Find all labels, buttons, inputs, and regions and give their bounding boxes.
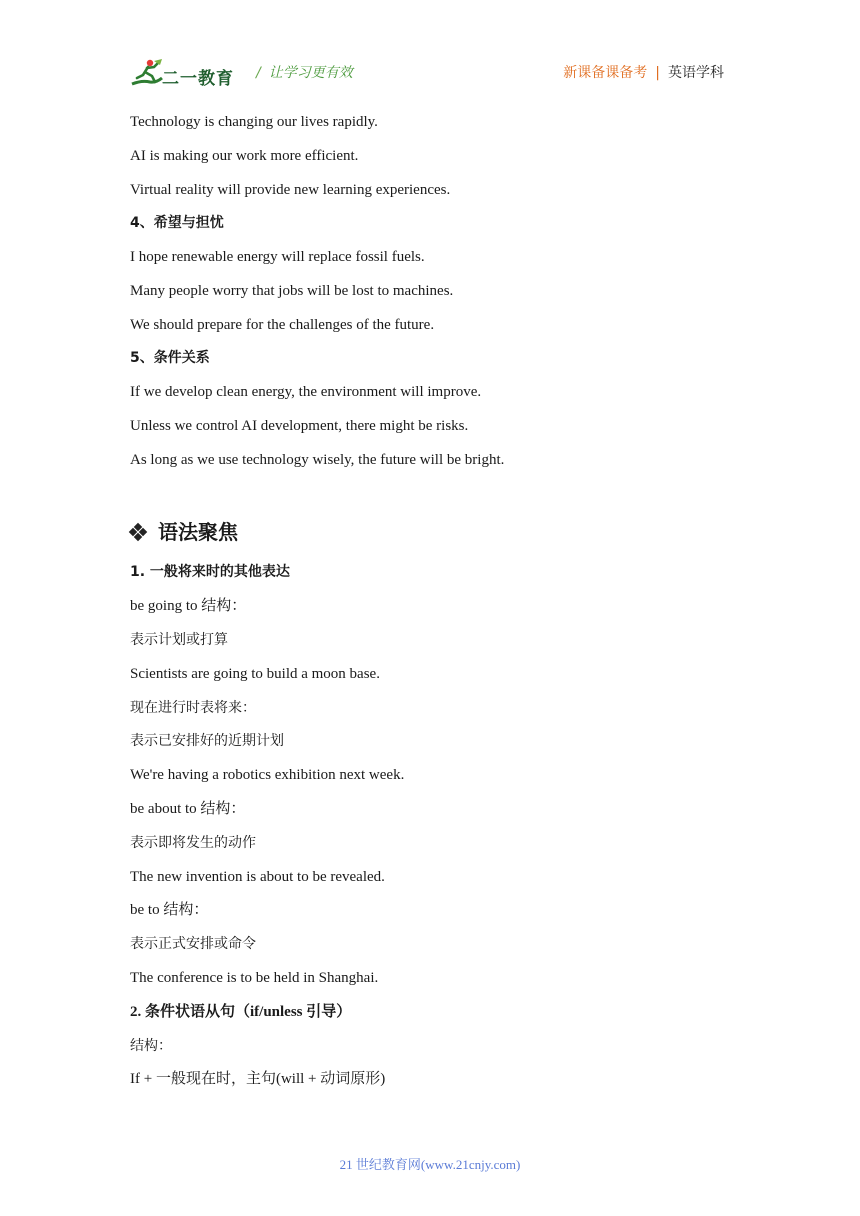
text-line: If we develop clean energy, the environment will improve. [130,384,482,400]
subheading: 2. 条件状语从句（if/unless 引导） [130,1004,352,1020]
text-line: AI is making our work more efficient. [130,148,359,164]
text-line: Unless we control AI development, there might be risks. [130,418,469,434]
text-line: 结构： [130,1038,172,1054]
subheading: 1. 一般将来时的其他表达 [130,564,290,580]
text-line: We're having a robotics exhibition next week. [130,767,405,783]
text-line: be about to 结构： [130,801,246,817]
subheading: 5、条件关系 [130,350,210,366]
text-line: 现在进行时表将来： [130,700,256,716]
section-title-text: 语法聚焦 [158,520,238,544]
logo [130,58,240,90]
text-line: 表示计划或打算 [130,632,228,648]
text-line: 表示正式安排或命令 [130,936,256,952]
diamond-bullet-icon [130,524,146,540]
slogan-text: 让学习更有效 [268,65,353,81]
page-header [130,58,724,90]
text-line: 表示即将发生的动作 [130,835,256,851]
text-line: If + 一般现在时，主句(will + 动词原形) [130,1071,386,1087]
page-footer: 21 世纪教育网(www.21cnjy.com) [339,1157,521,1172]
text-line: be going to 结构： [130,598,247,614]
text-line: Many people worry that jobs will be lost to machines. [130,283,454,299]
text-line: As long as we use technology wisely, the future will be bright. [130,452,505,468]
text-line: Virtual reality will provide new learning experiences. [130,182,451,198]
text-line: The new invention is about to be revealed. [130,869,385,885]
header-slogan: / 让学习更有效 [256,65,353,81]
header-subject-label: 英语学科 [668,65,724,81]
logo-text: 二一教育 [162,69,234,89]
header-course-label: 新课备课备考 [563,65,648,81]
text-line: We should prepare for the challenges of the future. [130,317,435,333]
running-man-icon [130,58,164,88]
subheading: 4、希望与担忧 [130,215,224,231]
section-title [130,518,238,546]
text-line: The conference is to be held in Shanghai. [130,970,379,986]
text-line: be to 结构： [130,902,209,918]
text-line: I hope renewable energy will replace fossil fuels. [130,249,425,265]
text-line: Scientists are going to build a moon base. [130,666,380,682]
text-line: Technology is changing our lives rapidly. [130,114,378,130]
header-right [563,62,724,82]
text-line: 表示已安排好的近期计划 [130,733,284,749]
header-separator: | [655,65,660,81]
